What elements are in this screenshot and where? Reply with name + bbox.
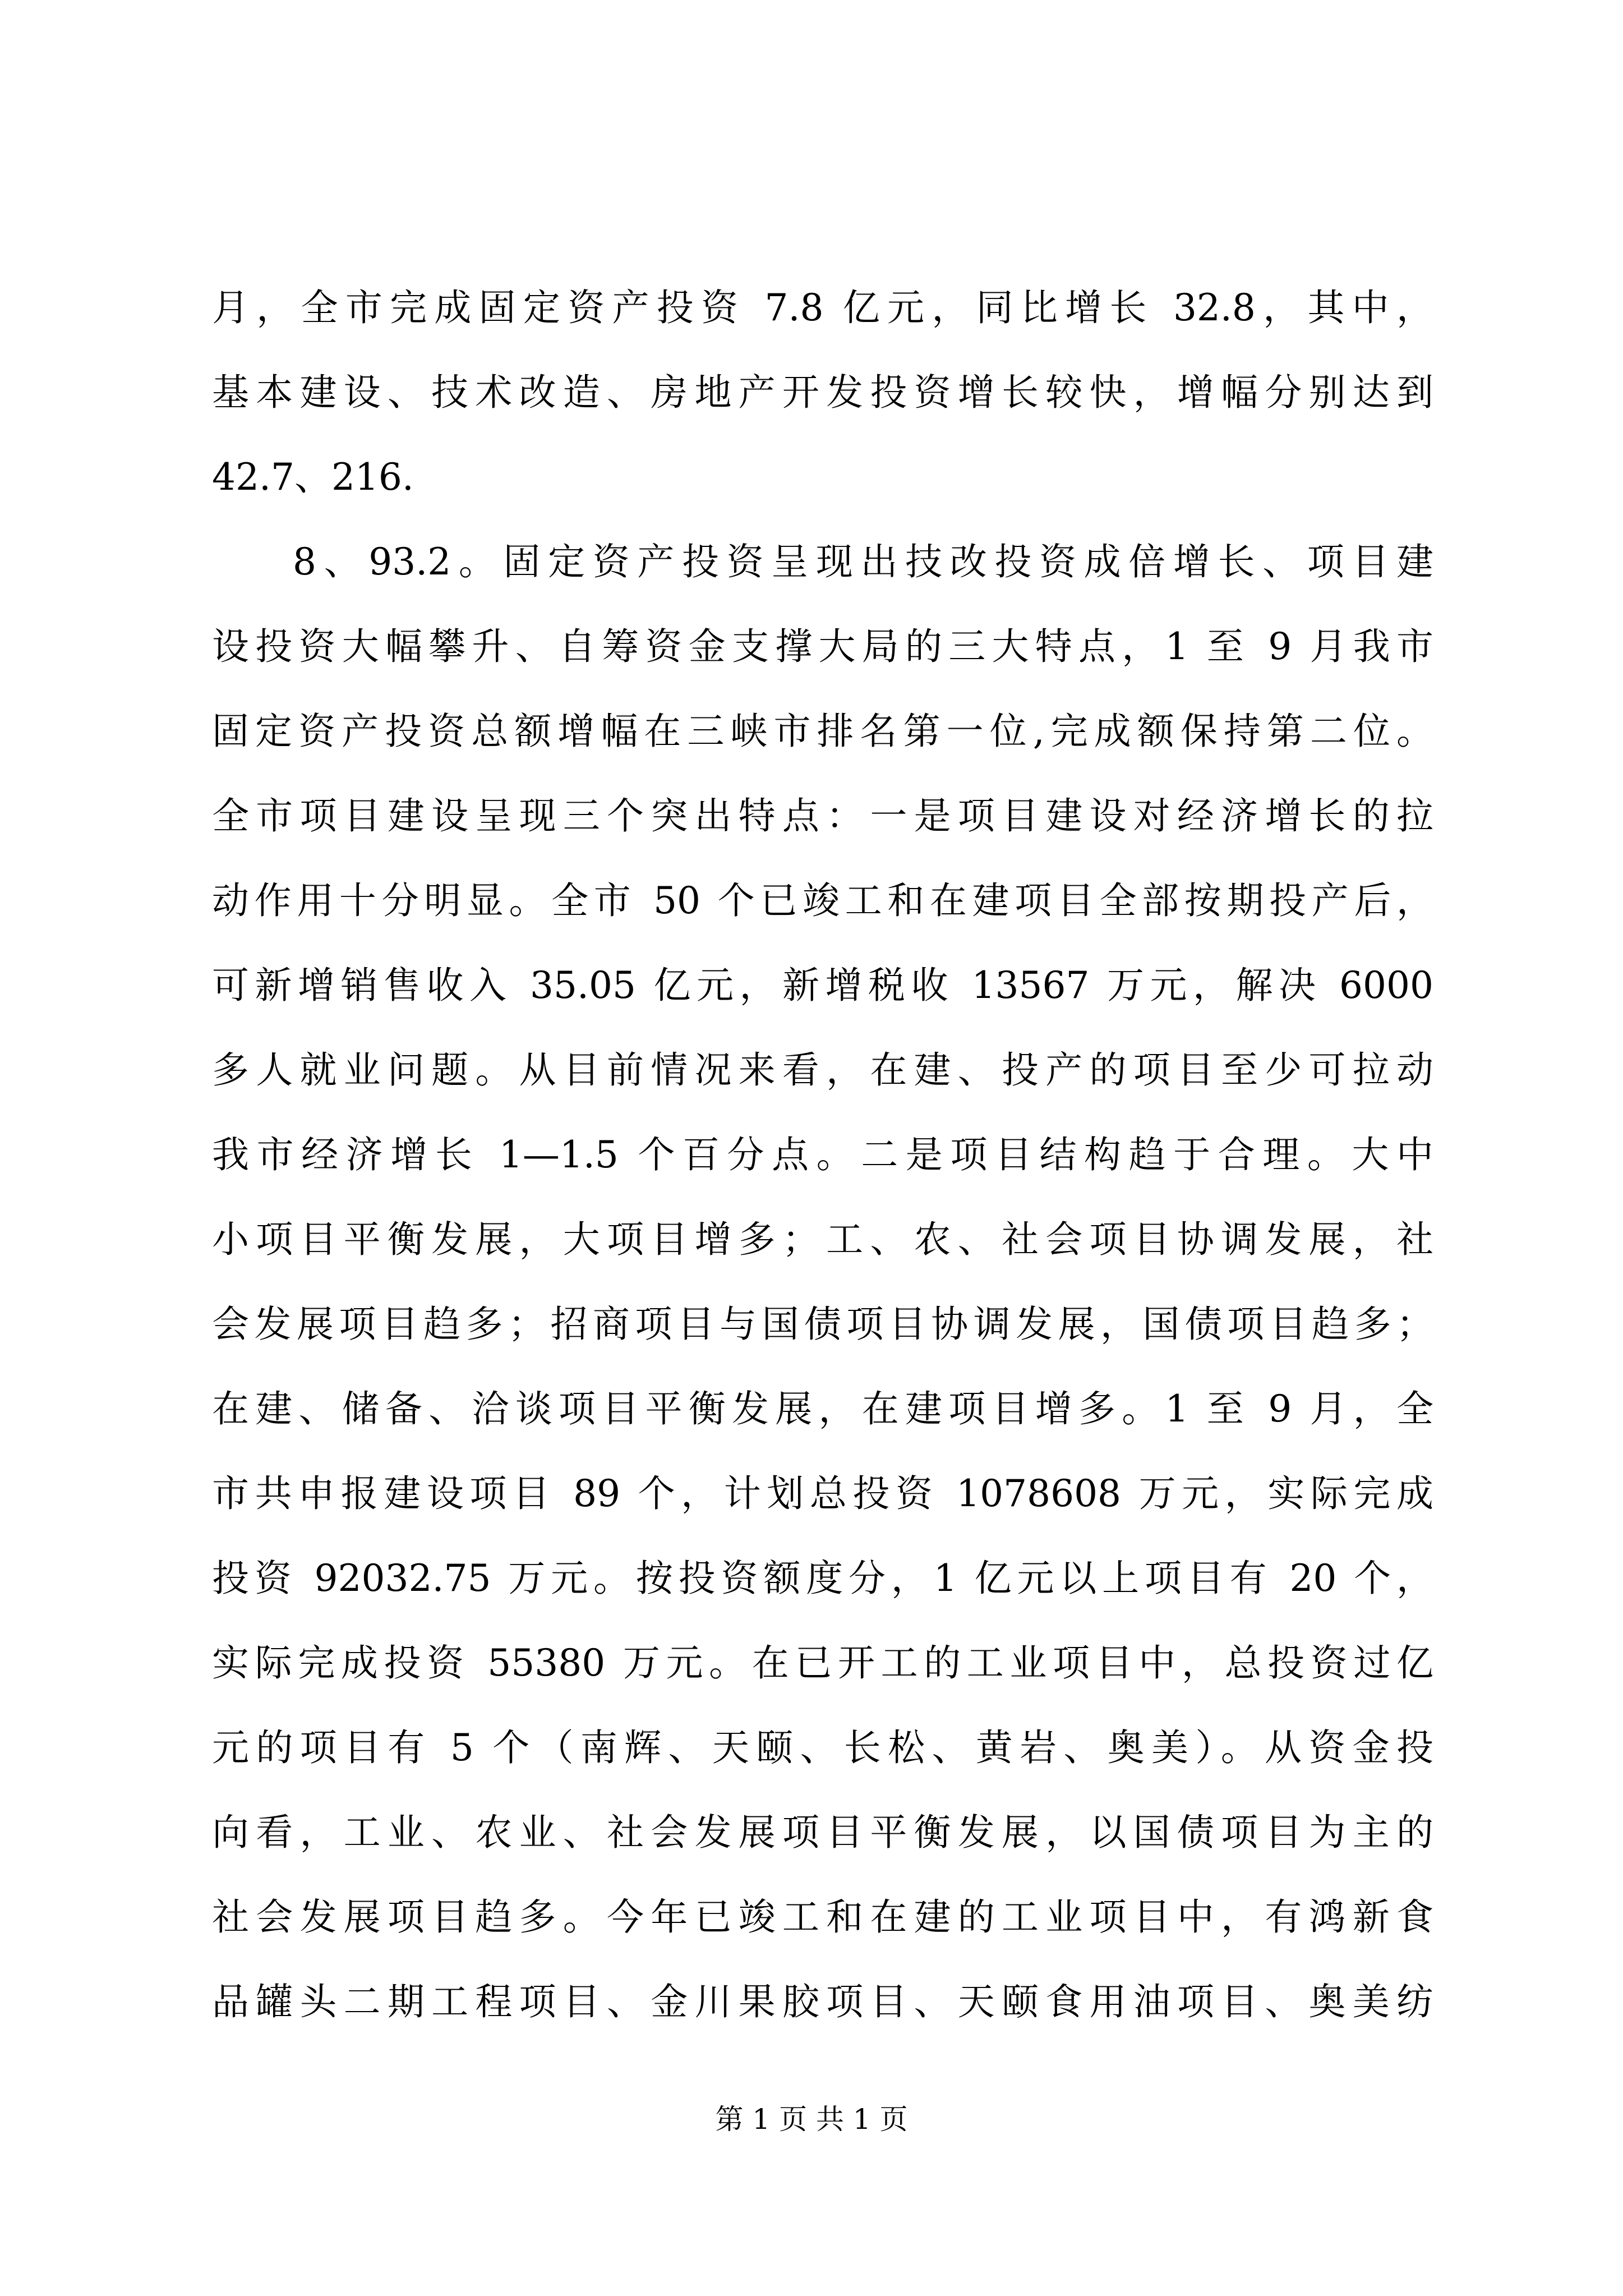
- text-line: 固定资产投资总额增幅在三峡市排名第一位,完成额保持第二位。: [212, 710, 1433, 753]
- document-body: [212, 265, 1433, 2044]
- text-line: 实际完成投资 55380 万元。在已开工的工业项目中，总投资过亿: [212, 1641, 1433, 1685]
- text-line: 在建、储备、洽谈项目平衡发展，在建项目增多。1 至 9 月，全: [212, 1387, 1433, 1430]
- text-line: 向看，工业、农业、社会发展项目平衡发展，以国债项目为主的: [212, 1811, 1433, 1854]
- text-line: 全市项目建设呈现三个突出特点：一是项目建设对经济增长的拉: [212, 794, 1433, 838]
- text-line: 设投资大幅攀升、自筹资金支撑大局的三大特点，1 至 9 月我市: [212, 625, 1433, 668]
- text-line: 基本建设、技术改造、房地产开发投资增长较快，增幅分别达到: [212, 371, 1433, 414]
- text-line: 市共申报建设项目 89 个，计划总投资 1078608 万元，实际完成: [212, 1472, 1433, 1515]
- text-line: 42.7、216.: [212, 455, 414, 499]
- text-line: 会发展项目趋多；招商项目与国债项目协调发展，国债项目趋多；: [212, 1303, 1433, 1346]
- text-line: 社会发展项目趋多。今年已竣工和在建的工业项目中，有鸿新食: [212, 1895, 1433, 1939]
- text-line: 多人就业问题。从目前情况来看，在建、投产的项目至少可拉动: [212, 1048, 1433, 1092]
- page-number-footer: 第 1 页 共 1 页: [715, 2103, 908, 2136]
- text-line: 元的项目有 5 个（南辉、天颐、长松、黄岩、奥美）。从资金投: [212, 1726, 1433, 1769]
- text-line: 小项目平衡发展，大项目增多；工、农、社会项目协调发展，社: [212, 1218, 1433, 1261]
- text-line: 投资 92032.75 万元。按投资额度分，1 亿元以上项目有 20 个，: [212, 1557, 1433, 1600]
- text-line: 我市经济增长 1—1.5 个百分点。二是项目结构趋于合理。大中: [212, 1133, 1433, 1176]
- text-line: 8、93.2。固定资产投资呈现出技改投资成倍增长、项目建: [293, 540, 1433, 583]
- text-line: 动作用十分明显。全市 50 个已竣工和在建项目全部按期投产后，: [212, 879, 1433, 922]
- text-line: 品罐头二期工程项目、金川果胶项目、天颐食用油项目、奥美纺: [212, 1980, 1433, 2023]
- text-line: 可新增销售收入 35.05 亿元，新增税收 13567 万元，解决 6000: [212, 964, 1433, 1007]
- text-line: 月，全市完成固定资产投资 7.8 亿元，同比增长 32.8，其中，: [212, 286, 1433, 329]
